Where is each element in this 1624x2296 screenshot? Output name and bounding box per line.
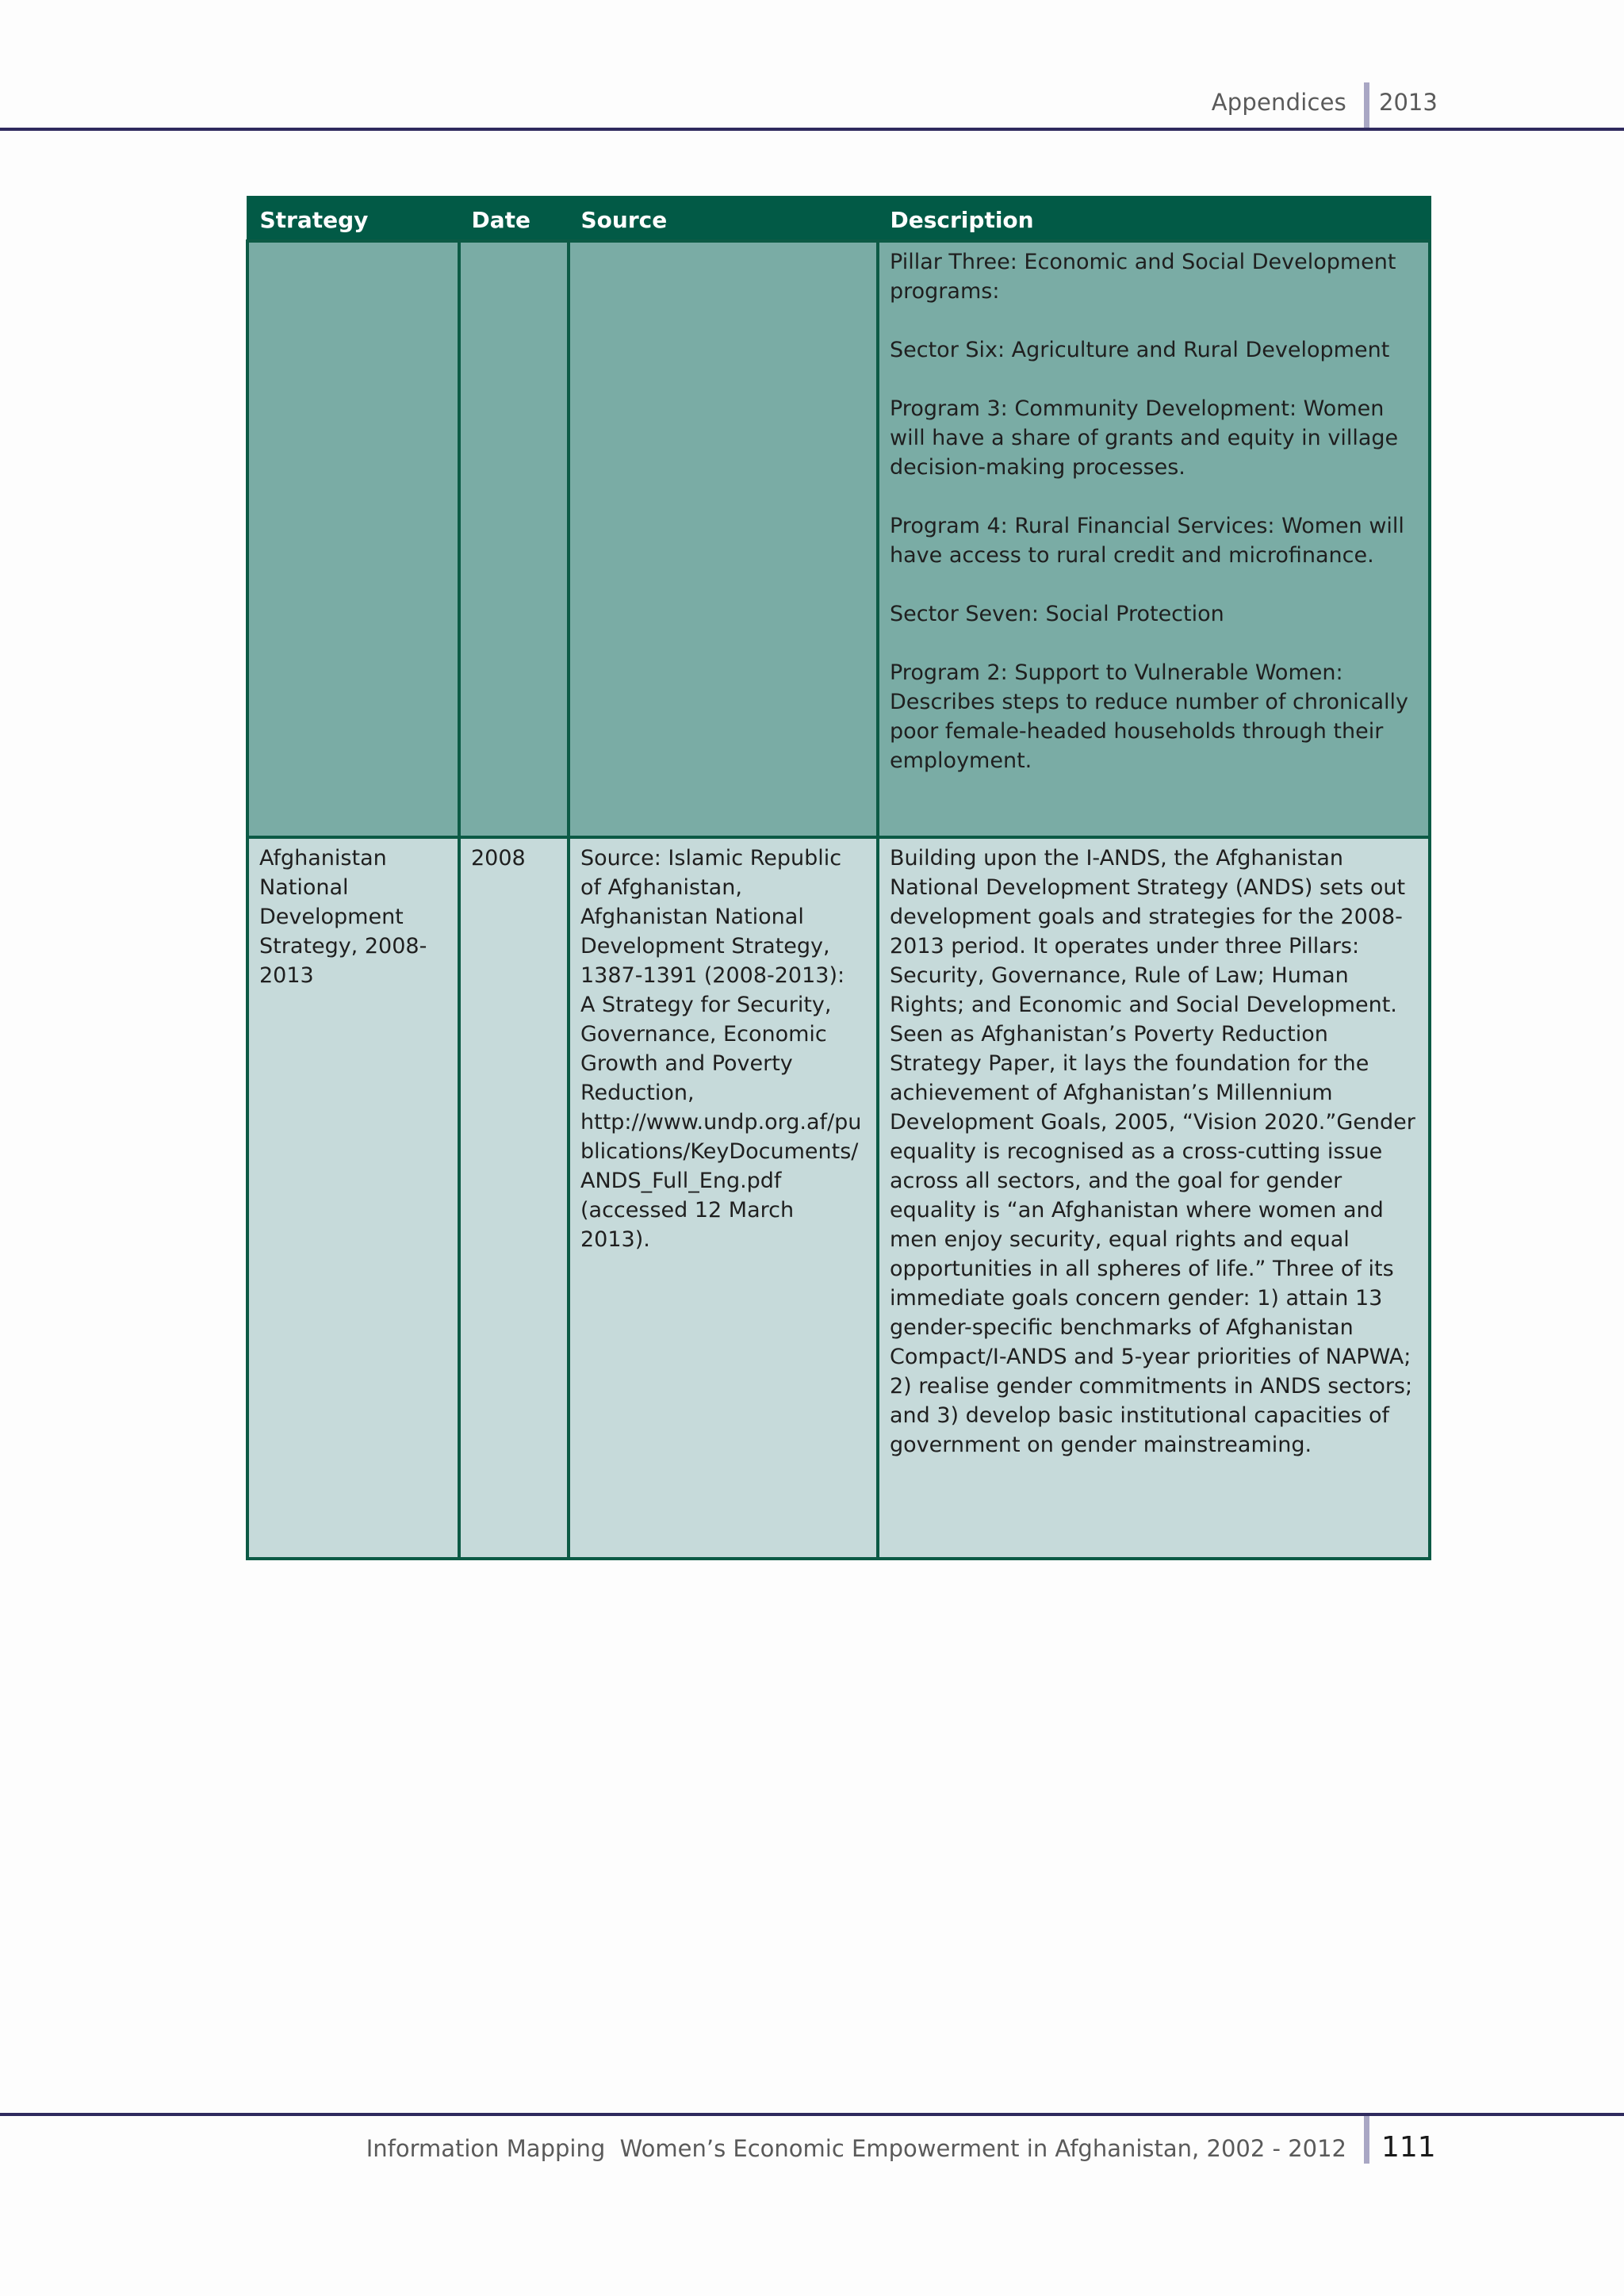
table-header-row — [247, 197, 1430, 242]
cell-source: Source: Islamic Republic of Afghanistan, Afghanistan National Development Strategy, 1387-1391 (2008-2013): A Strategy for Security, Governance, Economic Growth and Poverty Reduction, http://www.undp.org.af/publications/KeyDocuments/ANDS_Full_Eng.pdf (accessed 12 March 2013). — [569, 837, 878, 1559]
column-header-strategy: Strategy — [247, 197, 459, 242]
cell-source — [569, 241, 878, 837]
header-year: 2013 — [1379, 89, 1438, 116]
header-rule — [0, 128, 1624, 131]
description-paragraph: Program 3: Community Development: Women will have a share of grants and equity in village decision-making processes. — [890, 396, 1399, 480]
footer-publication-title: Information Mapping Women’s Economic Empowerment in Afghanistan, 2002 - 2012 — [366, 2135, 1346, 2162]
page-header — [0, 0, 1624, 132]
header-separator — [1364, 82, 1369, 128]
description-paragraph: Pillar Three: Economic and Social Development programs: — [890, 250, 1396, 304]
cell-date: 2008 — [459, 837, 569, 1559]
description-paragraph: Program 2: Support to Vulnerable Women: Describes steps to reduce number of chronically poor female-headed households through their employment. — [890, 660, 1408, 773]
table-row — [247, 241, 1430, 837]
cell-strategy — [247, 241, 459, 837]
cell-date — [459, 241, 569, 837]
description-paragraph: Sector Six: Agriculture and Rural Development — [890, 338, 1390, 362]
column-header-source: Source — [569, 197, 878, 242]
cell-description — [878, 241, 1430, 837]
table-row — [247, 837, 1430, 1559]
page-number: 111 — [1381, 2131, 1436, 2164]
description-paragraph: Building upon the I-ANDS, the Afghanistan National Development Strategy (ANDS) sets out development goals and strategies for the 2008-2013 period. It operates under three Pillars: Security, Governance, Rule of Law; Human Rights; and Economic and Social Development. Seen as Afghanistan’s Poverty Reduction Strategy Paper, it lays the foundation for the achievement of Afghanistan’s Millennium Development Goals, 2005, “Vision 2020.”Gender equality is recognised as a cross-cutting issue across all sectors, and the goal for gender equality is “an Afghanistan where women and men enjoy security, equal rights and equal opportunities in all spheres of life.” Three of its immediate goals concern gender: 1) attain 13 gender-specific benchmarks of Afghanistan Compact/I-ANDS and 5-year priorities of NAPWA; 2) realise gender commitments in ANDS sectors; and 3) develop basic institutional capacities of government on gender mainstreaming. — [890, 846, 1415, 1457]
footer-rule — [0, 2113, 1624, 2116]
strategy-table — [246, 196, 1431, 1560]
cell-description — [878, 837, 1430, 1559]
description-paragraph: Sector Seven: Social Protection — [890, 602, 1224, 626]
column-header-description: Description — [878, 197, 1430, 242]
column-header-date: Date — [459, 197, 569, 242]
header-section-title: Appendices — [1211, 89, 1346, 116]
description-paragraph: Program 4: Rural Financial Services: Women will have access to rural credit and microfinance. — [890, 514, 1404, 568]
cell-strategy: Afghanistan National Development Strategy, 2008-2013 — [247, 837, 459, 1559]
footer-separator — [1364, 2116, 1369, 2164]
